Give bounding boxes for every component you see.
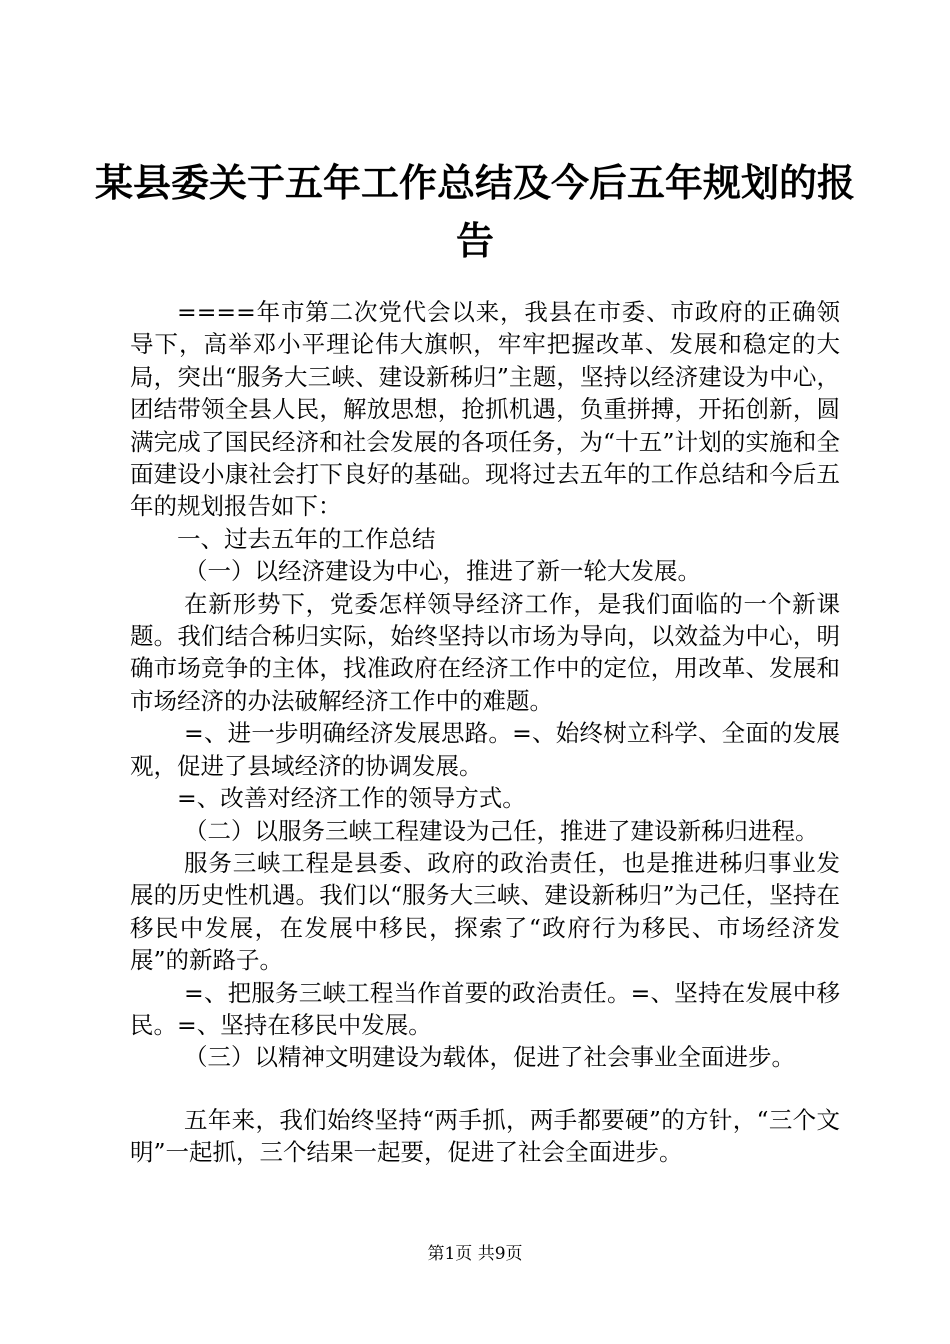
body-paragraph: 服务三峡工程是县委、政府的政治责任，也是推进秭归事业发展的历史性机遇。我们以“服务大三峡、建设新秭归”为己任，坚持在移民中发展，在发展中移民，探索了“政府行为移民、市场经济发展”的新路子。: [130, 848, 840, 975]
body-paragraph: =、进一步明确经济发展思路。=、始终树立科学、全面的发展观，促进了县域经济的协调发展。: [130, 719, 840, 780]
subsection-heading: （一）以经济建设为中心，推进了新一轮大发展。: [184, 557, 702, 586]
body-paragraph: 五年来，我们始终坚持“两手抓，两手都要硬”的方针，“三个文明”一起抓，三个结果一起要，促进了社会全面进步。: [130, 1105, 840, 1167]
body-paragraph: =、改善对经济工作的领导方式。: [177, 784, 526, 813]
paragraph-spacer: [130, 1074, 840, 1104]
intro-paragraph: ====年市第二次党代会以来，我县在市委、市政府的正确领导下，高举邓小平理论伟大旗帜，牢牢把握改革、发展和稳定的大局，突出“服务大三峡、建设新秭归”主题，坚持以经济建设为中心，团结带领全县人民，解放思想，抢抓机遇，负重拼搏，开拓创新，圆满完成了国民经济和社会发展的各项任务，为“十五”计划的实施和全面建设小康社会打下良好的基础。现将过去五年的工作总结和今后五年的规划报告如下：: [130, 298, 840, 521]
body-paragraph: 在新形势下，党委怎样领导经济工作，是我们面临的一个新课题。我们结合秭归实际，始终坚持以市场为导向，以效益为中心，明确市场竞争的主体，找准政府在经济工作中的定位，用改革、发展和市场经济的办法破解经济工作中的难题。: [130, 589, 840, 715]
subsection-heading: （二）以服务三峡工程建设为己任，推进了建设新秭归进程。: [184, 816, 819, 845]
document-title-continued: 告: [455, 218, 494, 263]
section-heading: 一、过去五年的工作总结: [177, 524, 436, 553]
page-number: 第1页 共9页: [427, 1244, 523, 1264]
subsection-heading: （三）以精神文明建设为载体，促进了社会事业全面进步。: [184, 1043, 796, 1072]
body-paragraph: =、把服务三峡工程当作首要的政治责任。=、坚持在发展中移民。=、坚持在移民中发展。: [130, 978, 840, 1039]
document-body: [130, 296, 840, 1169]
document-title: 某县委关于五年工作总结及今后五年规划的报: [95, 160, 856, 205]
